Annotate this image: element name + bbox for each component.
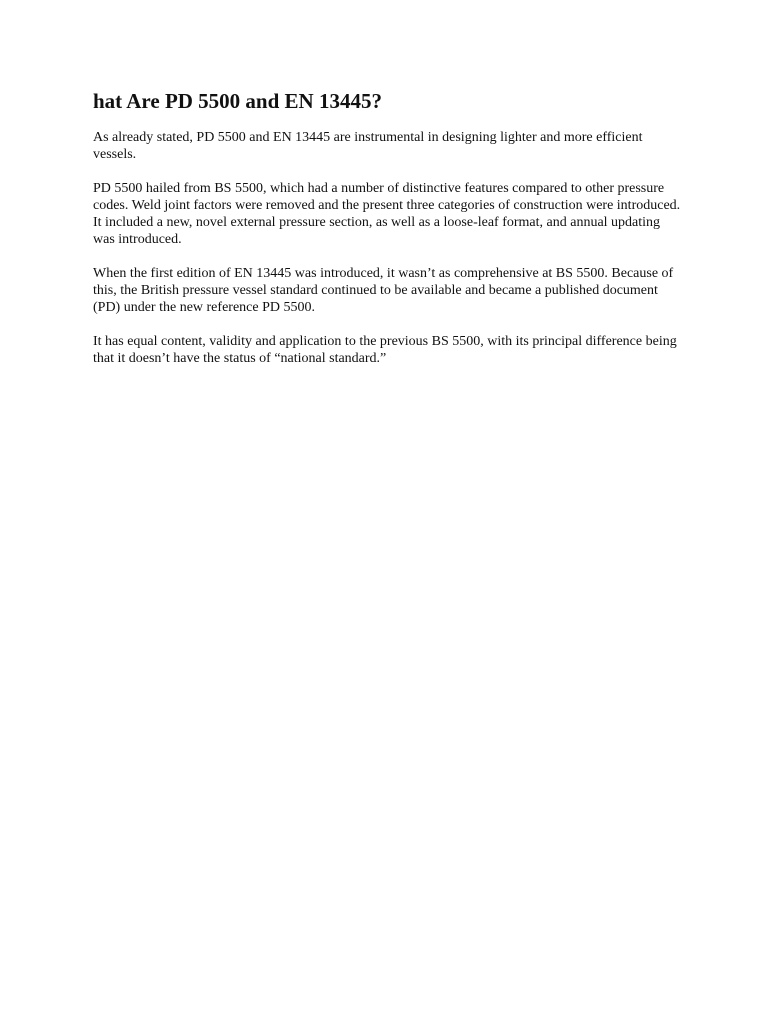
paragraph-3: When the first edition of EN 13445 was introduced, it wasn’t as comprehensive at BS 5500. Because of this, the British pressure vessel standard continued to be available and became a published document (PD) under the new reference PD 5500. xyxy=(93,266,674,315)
document-body xyxy=(93,88,683,384)
paragraph-4: It has equal content, validity and application to the previous BS 5500, with its principal difference being that it doesn’t have the status of “national standard.” xyxy=(93,334,677,366)
paragraph-2: PD 5500 hailed from BS 5500, which had a number of distinctive features compared to other pressure codes. Weld joint factors were removed and the present three categories of construction were introduced. It included a new, novel external pressure section, as well as a loose-leaf format, and annual updating was introduced. xyxy=(93,181,681,247)
document-title: hat Are PD 5500 and EN 13445? xyxy=(93,89,382,113)
paragraph-1: As already stated, PD 5500 and EN 13445 are instrumental in designing lighter and more efficient vessels. xyxy=(93,130,643,162)
